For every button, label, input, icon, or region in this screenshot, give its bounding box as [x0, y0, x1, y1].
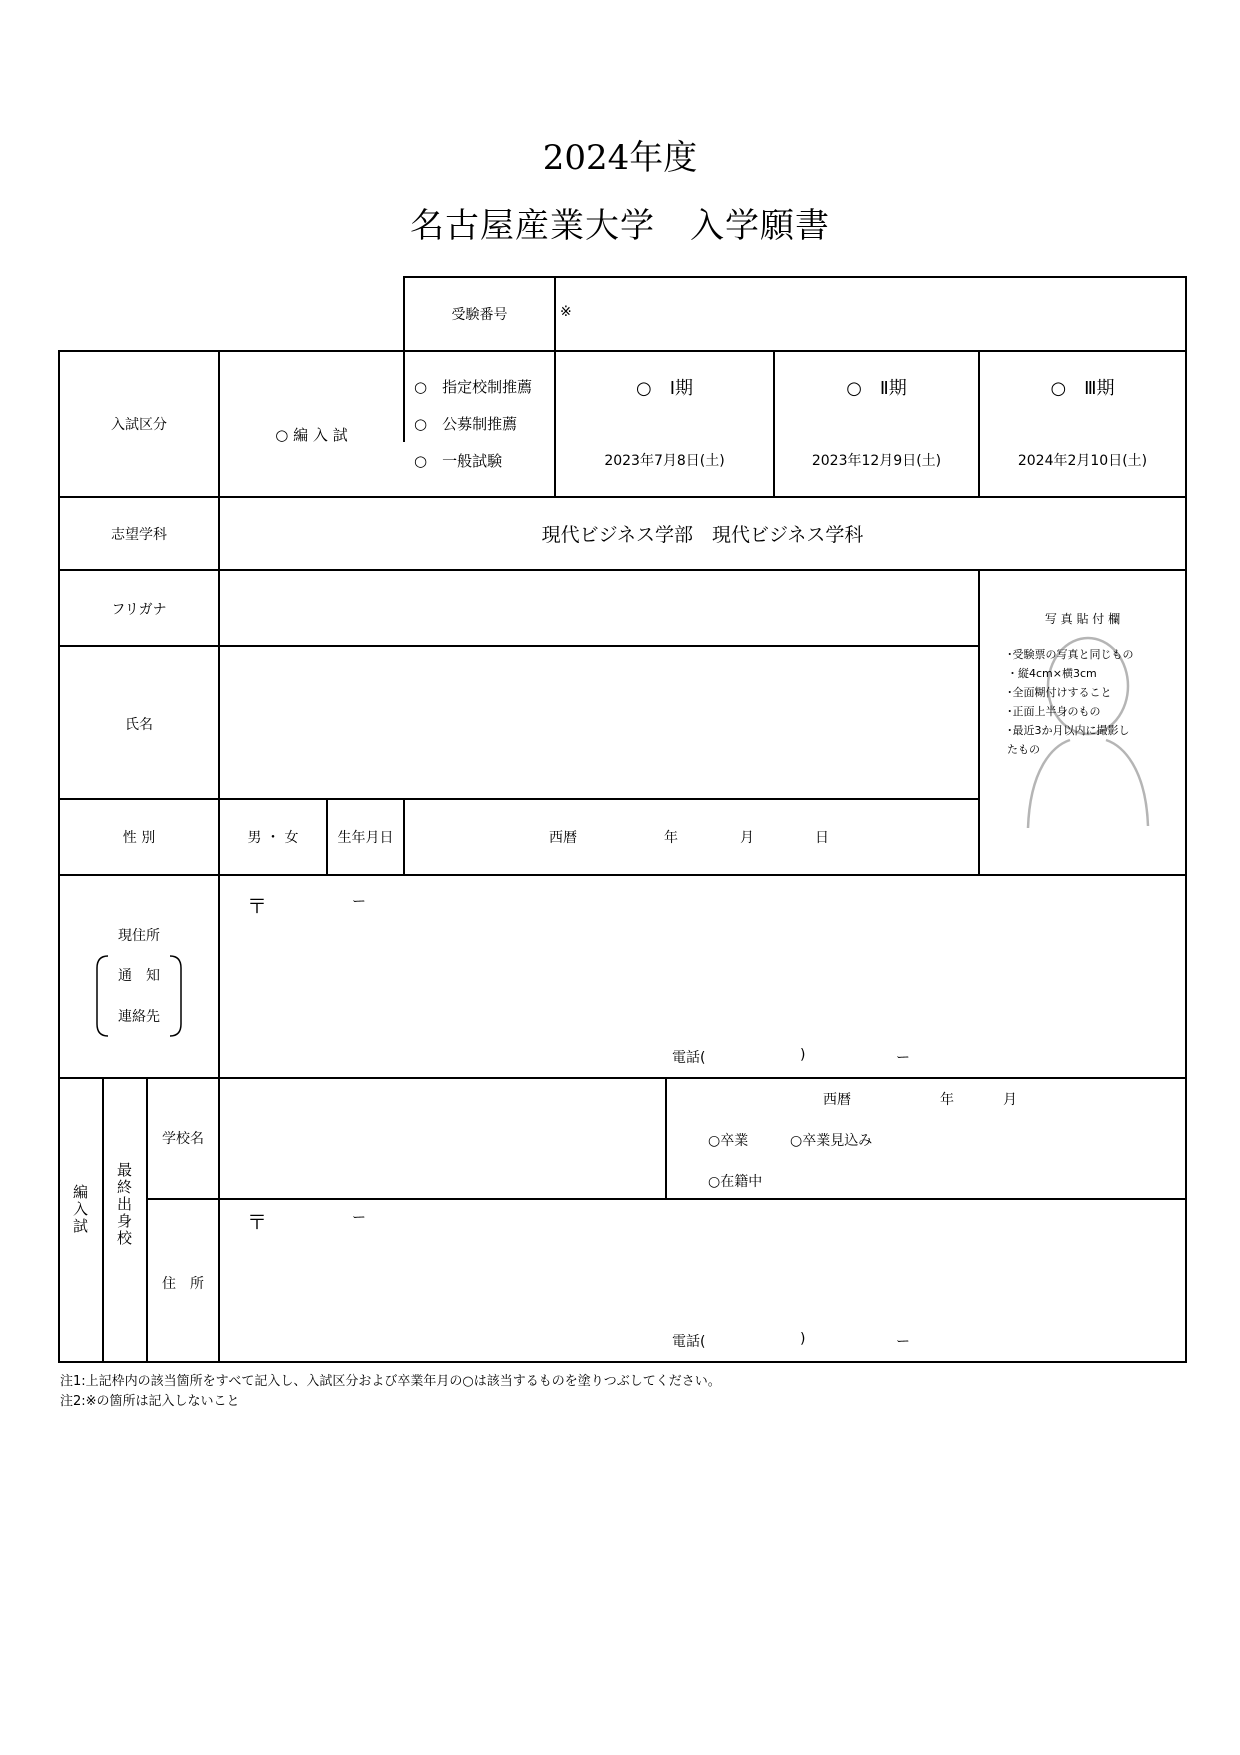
grad-month-unit: 月 — [1003, 1092, 1017, 1108]
photo-title: 写 真 貼 付 欄 — [1044, 612, 1121, 626]
form-title: 名古屋産業大学 入学願書 — [410, 206, 830, 246]
postal-dash: ー — [352, 894, 366, 910]
photo-note: ･最近3か月以内に撮影し — [1007, 724, 1130, 737]
exam-number-value[interactable]: ※ — [560, 304, 572, 320]
transfer-side-label: 編入試 — [71, 1184, 89, 1235]
department-label: 志望学科 — [111, 527, 167, 543]
address-label: 現住所 — [118, 928, 160, 944]
birth-label: 生年月日 — [337, 830, 394, 846]
form-year: 2024年度 — [542, 138, 698, 178]
name-label: 氏名 — [125, 717, 153, 733]
school-address-field[interactable] — [220, 1200, 1185, 1325]
birth-era: 西暦 — [549, 830, 577, 846]
school-postal-mark: 〒 — [247, 1210, 267, 1234]
note-2: 注2:※の箇所は記入しないこと — [60, 1394, 240, 1409]
photo-notes — [1007, 645, 1134, 759]
school-postal-dash: ー — [352, 1210, 366, 1226]
address-sub-contact: 連絡先 — [118, 1009, 160, 1025]
grad-year-unit: 年 — [940, 1092, 954, 1108]
phone-dash: ー — [896, 1050, 910, 1066]
name-field[interactable] — [220, 647, 978, 798]
period-1-option[interactable]: ○ Ⅰ期 — [635, 378, 693, 399]
phone-paren: ) — [800, 1047, 806, 1063]
grad-era: 西暦 — [823, 1092, 851, 1108]
exam-number-label: 受験番号 — [451, 307, 508, 323]
school-address-label: 住 所 — [162, 1276, 204, 1292]
postal-mark: 〒 — [247, 894, 267, 918]
photo-note: ･正面上半身のもの — [1007, 705, 1101, 718]
school-phone-dash: ー — [896, 1334, 910, 1350]
period-3-option[interactable]: ○ Ⅲ期 — [1050, 378, 1115, 399]
birth-year-unit: 年 — [664, 830, 678, 846]
photo-note: ･受験票の写真と同じもの — [1007, 648, 1134, 661]
graduated-option[interactable]: ○卒業 — [708, 1133, 749, 1149]
birth-month-unit: 月 — [740, 830, 754, 846]
birth-day-unit: 日 — [815, 830, 829, 846]
admission-label: 入試区分 — [111, 417, 167, 433]
phone-label: 電話( — [672, 1050, 706, 1066]
last-school-side-label: 最終出身校 — [115, 1162, 133, 1247]
enrolled-option[interactable]: ○在籍中 — [708, 1174, 763, 1190]
furigana-field[interactable] — [220, 571, 978, 645]
graduation-expected-option[interactable]: ○卒業見込み — [790, 1133, 873, 1149]
school-phone-label: 電話( — [672, 1334, 706, 1350]
note-1: 注1:上記枠内の該当箇所をすべて記入し、入試区分および卒業年月の○は該当するものを塗りつぶしてください。 — [60, 1374, 721, 1389]
department-value: 現代ビジネス学部 現代ビジネス学科 — [541, 524, 864, 546]
period-2-option[interactable]: ○ Ⅱ期 — [846, 378, 907, 399]
address-sub-notice: 通 知 — [118, 968, 160, 984]
period-3-date: 2024年2月10日(土) — [1017, 453, 1148, 469]
period-1-date: 2023年7月8日(土) — [604, 453, 725, 469]
photo-note: ･全面糊付けすること — [1007, 686, 1112, 699]
transfer-option[interactable]: ○ 編 入 試 — [275, 426, 348, 444]
photo-note: ・縦4cm×横3cm — [1007, 667, 1097, 680]
school-name-label: 学校名 — [162, 1131, 204, 1147]
school-phone-paren: ) — [800, 1331, 806, 1347]
period-2-date: 2023年12月9日(土) — [811, 453, 942, 469]
address-field[interactable] — [220, 876, 1185, 1046]
gender-choice[interactable]: 男 ・ 女 — [247, 830, 299, 846]
furigana-label: フリガナ — [111, 602, 167, 618]
photo-note: たもの — [1007, 743, 1040, 756]
method-general[interactable]: ○ 一般試験 — [414, 452, 503, 470]
method-designated[interactable]: ○ 指定校制推薦 — [414, 378, 533, 396]
gender-label: 性 別 — [122, 830, 156, 846]
method-public[interactable]: ○ 公募制推薦 — [414, 415, 518, 433]
school-name-field[interactable] — [220, 1079, 665, 1198]
